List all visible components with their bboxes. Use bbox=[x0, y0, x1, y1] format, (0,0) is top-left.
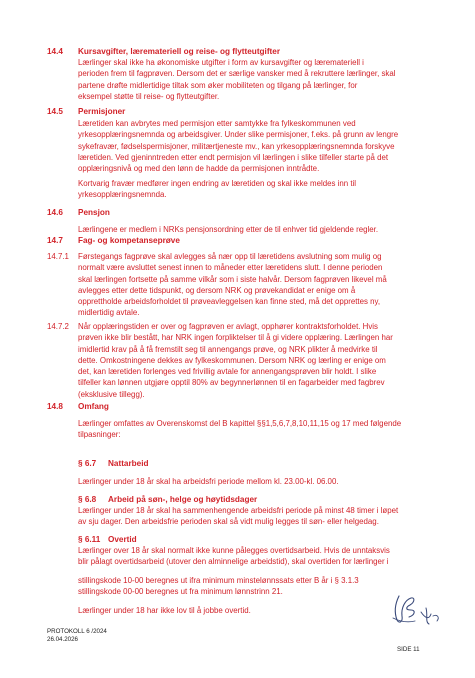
text-line: tilpasninger: bbox=[78, 430, 121, 440]
text-line: perioden frem til fagprøven. Dersom det er særlige vansker med å rekruttere lærlinger, skal bbox=[78, 69, 396, 79]
text-line: tilfeller kan lønnen utgjøre opptil 80% av begynnerlønnen til en fagarbeider med fagbrev bbox=[78, 378, 385, 388]
text-line: prøven ikke blir bestått, har NRK ingen forpliktelser til å gi videre opplæring. Lærlingen har bbox=[78, 333, 393, 343]
footer-protocol bbox=[47, 628, 107, 643]
section-number-14-8: 14.8 bbox=[47, 402, 63, 411]
text-line: imidlertid krav på å få fremstilt seg til annengangs prøve, og NRK plikter å medvirke til bbox=[78, 344, 378, 354]
text-line: Når opplæringstiden er over og fagprøven er avlagt, opphører kontraktsforholdet. Hvis bbox=[78, 322, 378, 331]
text-line: læretiden. Ved gjeninntreden etter endt permisjon vil lærlingen i slike tilfeller starte på det bbox=[78, 152, 389, 162]
subsection-body-6-7 bbox=[78, 476, 339, 487]
text-line: av sju dager. Den arbeidsfrie perioden skal så vidt mulig legges til søn- eller helgedag. bbox=[78, 517, 379, 527]
subsection-body-6-11 bbox=[78, 545, 390, 568]
footer-date: 26.04.2026 bbox=[47, 635, 78, 643]
footer-protocol-number: PROTOKOLL 6 /2024 bbox=[47, 628, 107, 635]
paragraph-number-14-7-1: 14.7.1 bbox=[47, 252, 69, 261]
section-title-14-6: Pensjon bbox=[78, 208, 110, 217]
paragraph-number-14-7-2: 14.7.2 bbox=[47, 322, 69, 331]
subsection-title-6-11: Overtid bbox=[108, 535, 137, 544]
text-line: Lærlinger under 18 år skal ha sammenhengende arbeidsfri periode på minst 48 timer i løpet bbox=[78, 506, 399, 515]
text-line: Lærlinger skal ikke ha økonomiske utgifter i form av kursavgifter og læremateriell i bbox=[78, 58, 364, 67]
text-line: Lærlinger under 18 har ikke lov til å jobbe overtid. bbox=[78, 606, 251, 615]
text-line: Kortvarig fravær medfører ingen endring av læretiden og skal ikke meldes inn til bbox=[78, 179, 357, 188]
text-line: Førstegangs fagprøve skal avlegges så nær opp til læretidens avslutning som mulig og bbox=[78, 252, 382, 261]
text-line: Lærlinger over 18 år skal normalt ikke kunne pålegges overtidsarbeid. Hvis de unntaksvis bbox=[78, 546, 390, 555]
section-title-14-7: Fag- og kompetanseprøve bbox=[78, 236, 180, 245]
section-title-14-8: Omfang bbox=[78, 402, 109, 411]
subsection-title-6-8: Arbeid på søn-, helge og høytidsdager bbox=[108, 495, 258, 504]
section-number-14-6: 14.6 bbox=[47, 208, 63, 217]
page-number: SIDE 11 bbox=[397, 646, 420, 653]
text-line: blir pålagt overtidsarbeid (utover den alminnelige arbeidstid), skal overtiden for lærlinger i bbox=[78, 557, 389, 567]
text-line: stillingskode 00-00 beregnes ut fra minimum lønnstrinn 21. bbox=[78, 587, 283, 597]
text-line: opprettholde arbeidsforholdet til prøveavleggelsen kan finne sted, må det opprettes ny, bbox=[78, 297, 381, 307]
subsection-number-6-8: § 6.8 bbox=[78, 495, 97, 504]
section-number-14-5: 14.5 bbox=[47, 107, 63, 116]
text-line: skal lærlingen fortsette på samme vilkår som i siste halvår. Dersom fagprøven likevel må bbox=[78, 274, 387, 284]
text-line: stillingskode 10-00 beregnes ut ifra minimum minstelønnssats etter B år i § 3.1.3 bbox=[78, 576, 359, 585]
text-line: (eksklusive tillegg). bbox=[78, 389, 145, 399]
subsection-number-6-7: § 6.7 bbox=[78, 459, 97, 468]
text-line: midlertidig avtale. bbox=[78, 308, 140, 318]
subsection-title-6-7: Nattarbeid bbox=[108, 459, 149, 468]
text-line: det, kan læretiden forlenges ved frivillig avtale for annengangsprøven blir holdt. I slike bbox=[78, 367, 377, 377]
subsection-body-6-8 bbox=[78, 505, 398, 528]
section-title-14-4: Kursavgifter, læremateriell og reise- og flytteutgifter bbox=[78, 47, 281, 56]
text-line: Lærlinger under 18 år skal ha arbeidsfri periode mellom kl. 23.00-kl. 06.00. bbox=[78, 477, 339, 486]
text-line: Læretiden kan avbrytes med permisjon etter samtykke fra fylkeskommunen ved bbox=[78, 119, 356, 128]
subsection-body-6-11-b bbox=[78, 575, 359, 598]
text-line: yrkesopplæringsnemnda. bbox=[78, 190, 167, 200]
text-line: partene drøfte midlertidige tiltak som øker mobiliteten og tilgang på lærlinger, for bbox=[78, 80, 358, 90]
section-number-14-7: 14.7 bbox=[47, 236, 63, 245]
section-number-14-4: 14.4 bbox=[47, 47, 63, 56]
handwritten-initials-signature bbox=[385, 588, 445, 634]
subsection-body-6-11-c bbox=[78, 605, 251, 616]
section-body-14-5 bbox=[78, 118, 398, 174]
text-line: Lærlinger omfattes av Overenskomst del B kapittel §§1,5,6,7,8,10,11,15 og 17 med følgende bbox=[78, 419, 402, 428]
section-body-14-8 bbox=[78, 418, 401, 441]
paragraph-14-7-2 bbox=[78, 321, 393, 400]
section-body-14-4 bbox=[78, 57, 396, 102]
text-line: eksempel støtte til reise- og flytteutgifter. bbox=[78, 91, 220, 101]
paragraph-14-7-1 bbox=[78, 251, 387, 319]
section-body-14-5-b bbox=[78, 178, 356, 201]
text-line: normalt være avsluttet senest innen to måneder etter læretidens slutt. I denne perioden bbox=[78, 263, 383, 273]
section-body-14-6 bbox=[78, 224, 378, 235]
text-line: yrkesopplæringsnemnda og arbeidsgiver. Under slike permisjoner, f.eks. på grunn av lengre bbox=[78, 130, 399, 140]
text-line: sykefravær, fødselspermisjoner, militærtjeneste mv., kan yrkesopplæringsnemnda forskyve bbox=[78, 141, 395, 151]
text-line: dette. Omkostningene dekkes av fylkeskommunen. Dersom NRK og lærling er enige om bbox=[78, 355, 386, 365]
text-line: Lærlingene er medlem i NRKs pensjonsordning etter de til enhver tid gjeldende regler. bbox=[78, 225, 379, 234]
text-line: avlegges etter dette tidspunkt, og dersom NRK og prøvekandidat er enige om å bbox=[78, 285, 356, 295]
text-line: opplæringsnivå og med den lønn de hadde da permisjonen inntrådte. bbox=[78, 164, 320, 174]
section-title-14-5: Permisjoner bbox=[78, 107, 126, 116]
subsection-number-6-11: § 6.11 bbox=[78, 535, 101, 544]
